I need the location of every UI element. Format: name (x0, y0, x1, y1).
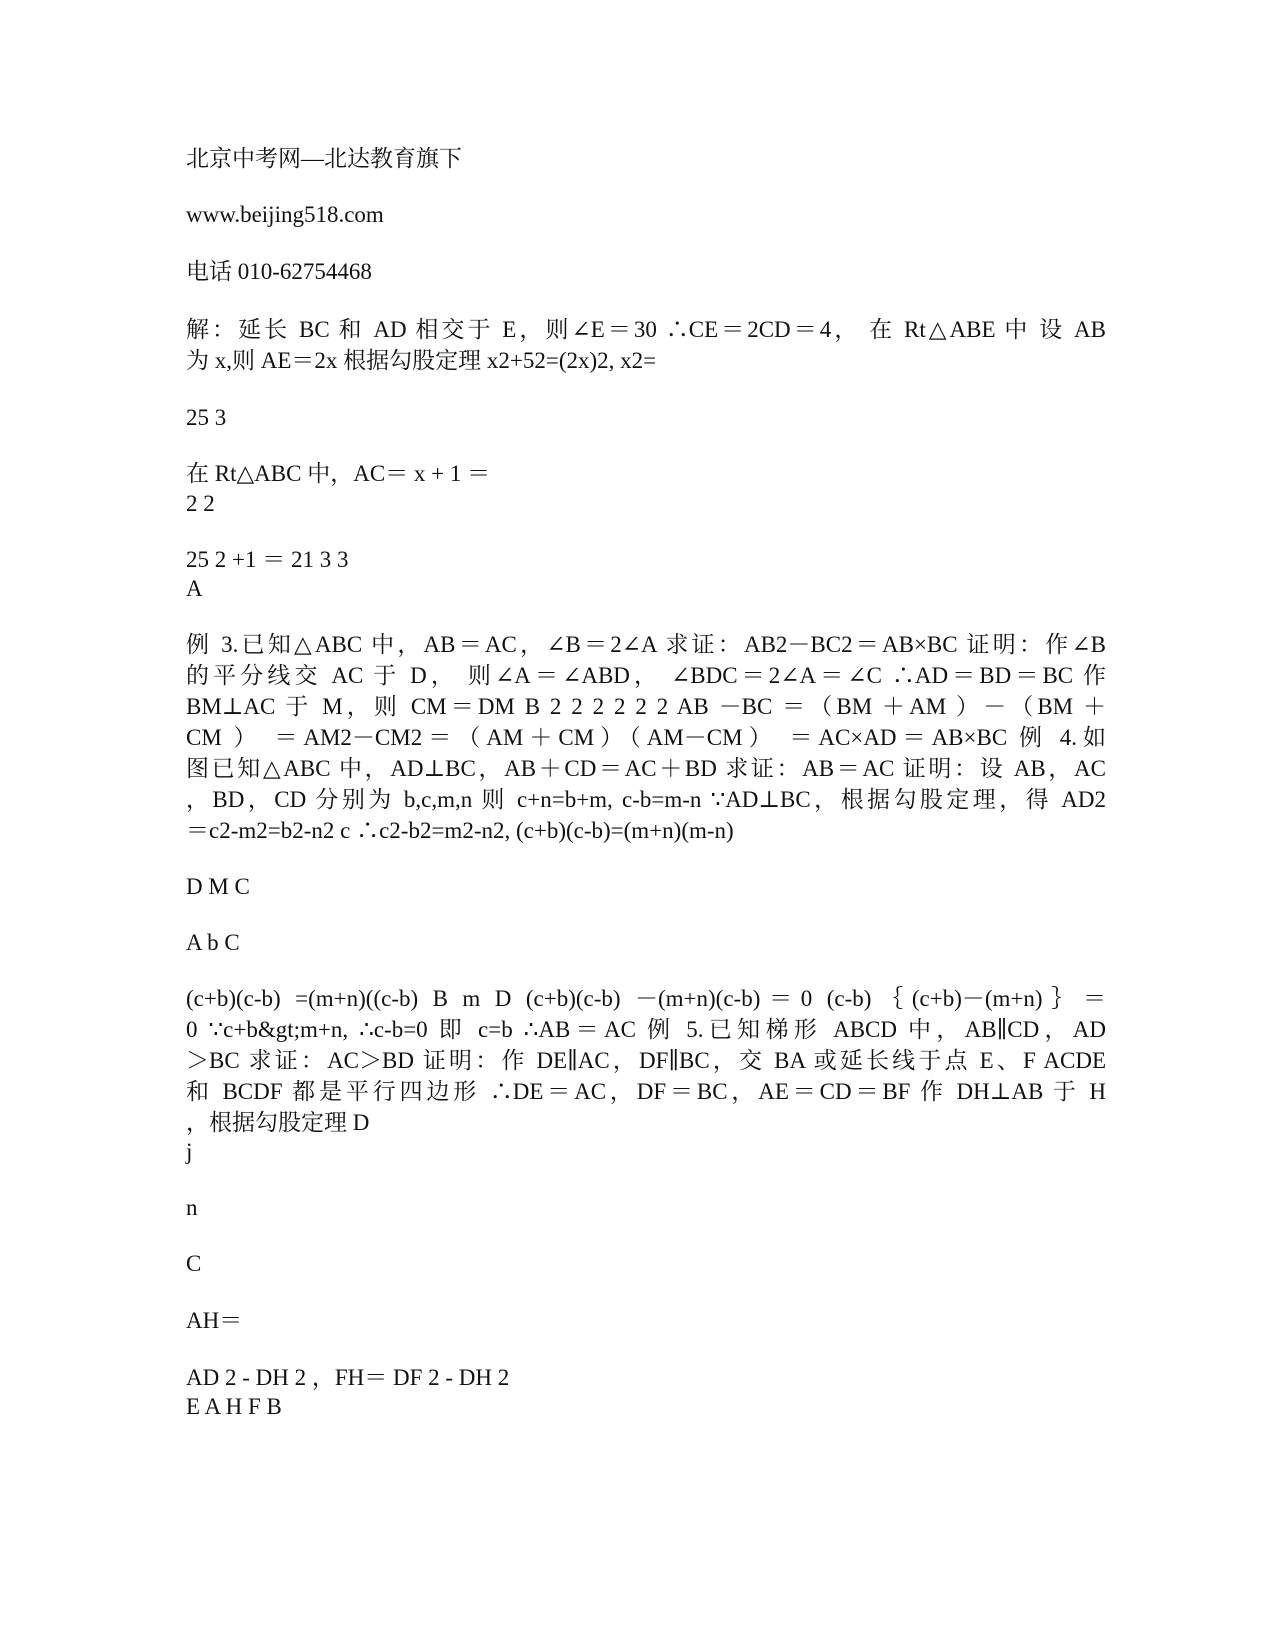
site-url: www.beijing518.com (186, 202, 384, 227)
example3-line-2: 的平分线交 AC 于 D， 则∠A＝∠ABD， ∠BDC＝2∠A＝∠C ∴AD＝BD＝BC 作 (186, 663, 1106, 688)
proof-line-1: (c+b)(c-b) =(m+n)((c-b) B m D (c+b)(c-b) －(m+n)(c-b)＝0 (c-b)｛(c+b)－(m+n)｝＝ (186, 986, 1106, 1011)
example5-line-3: ，根据勾股定理 D (186, 1110, 370, 1135)
solution-line-2: 为 x,则 AE＝2x 根据勾股定理 x2+52=(2x)2, x2= (186, 348, 657, 373)
figure-label: D M C (186, 874, 250, 899)
distance-formula: AD 2 - DH 2 ，FH＝ DF 2 - DH 2 (186, 1365, 510, 1390)
figure-label: j (186, 1139, 193, 1164)
example3-line-1: 例 3.已知△ABC 中，AB＝AC，∠B＝2∠A 求证：AB2－BC2＝AB×BC 证明：作∠B (186, 632, 1106, 657)
proof-line-2: 0 ∵c+b&gt;m+n, ∴c-b=0 即 c=b ∴AB＝AC 例 5.已知梯形 ABCD 中，AB∥CD，AD (186, 1017, 1106, 1042)
example4-line-1: 图已知△ABC 中，AD⊥BC，AB＋CD＝AC＋BD 求证：AB＝AC 证明：设 AB，AC (186, 756, 1106, 781)
result-line: 25 2 +1 ＝ 21 3 3 (186, 547, 349, 572)
example4-line-2: ，BD，CD 分别为 b,c,m,n 则 c+n=b+m, c-b=m-n ∵AD⊥BC，根据勾股定理，得 AD2 (186, 787, 1106, 812)
ac-formula-line-1: 在 Rt△ABC 中，AC＝ x + 1 ＝ (186, 461, 491, 486)
figure-label: n (186, 1195, 198, 1220)
phone-number: 电话 010-62754468 (186, 259, 372, 284)
example4-line-3: ＝c2-m2=b2-n2 c ∴c2-b2=m2-n2, (c+b)(c-b)=(m+n)(m-n) (186, 818, 734, 843)
example3-line-3: BM⊥AC 于 M，则 CM＝DM B 2 2 2 2 2 2 AB －BC ＝（BM ＋AM ）－（BM ＋ (186, 694, 1106, 719)
ah-formula: AH＝ (186, 1308, 243, 1333)
example3-line-4: CM ） ＝AM2－CM2＝（AM＋CM）（AM－CM） ＝AC×AD＝AB×BC 例 4.如 (186, 725, 1106, 750)
figure-label: C (186, 1251, 202, 1276)
example5-line-2: 和 BCDF 都是平行四边形 ∴DE＝AC，DF＝BC，AE＝CD＝BF 作 DH⊥AB 于 H (186, 1079, 1106, 1104)
solution-line-1: 解：延长 BC 和 AD 相交于 E，则∠E＝30 ∴CE＝2CD＝4， 在 Rt△ABE 中 设 AB (186, 317, 1106, 342)
formula-fragment: 25 3 (186, 405, 227, 430)
site-name: 北京中考网—北达教育旗下 (186, 146, 462, 171)
figure-label: E A H F B (186, 1394, 282, 1419)
ac-formula-line-2: 2 2 (186, 491, 215, 516)
example5-line-1: ＞BC 求证：AC＞BD 证明：作 DE∥AC，DF∥BC，交 BA 或延长线于点 E、F ACDE (186, 1048, 1106, 1073)
figure-label: A b C (186, 930, 240, 955)
figure-label: A (186, 576, 203, 601)
